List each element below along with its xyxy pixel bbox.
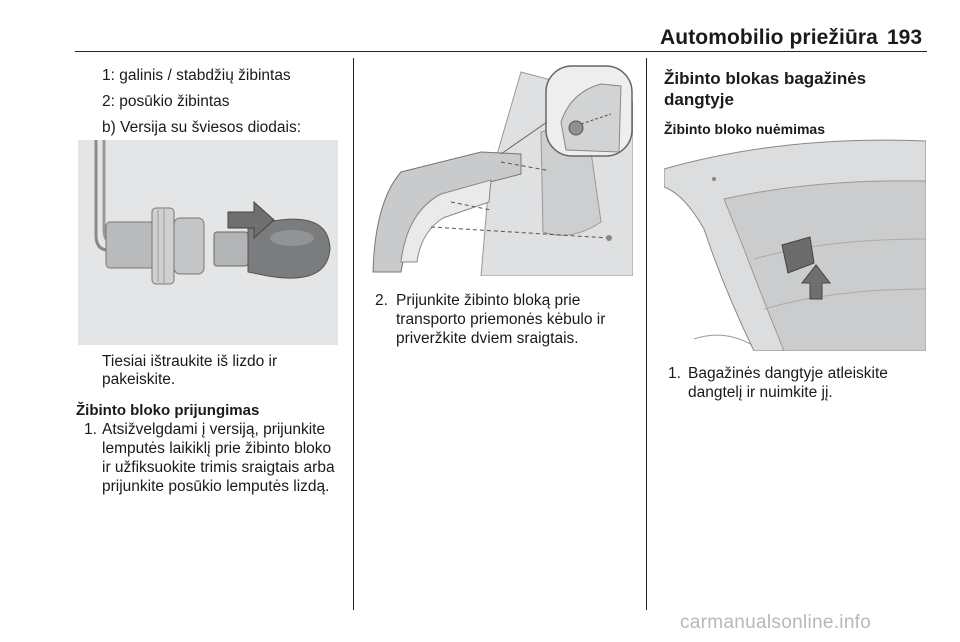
trunk-lid-cover-illustration — [664, 139, 926, 351]
section-heading-trunk-line-2: dangtyje — [664, 90, 734, 109]
instruction-line-1: Tiesiai ištraukite iš lizdo ir — [102, 353, 278, 370]
step-number: 2. — [375, 292, 388, 309]
column-divider-left — [353, 58, 354, 610]
subheading-removal: Žibinto bloko nuėmimas — [664, 121, 826, 137]
step2-line-2: transporto priemonės kėbulo ir — [396, 311, 606, 328]
step1-line-4: prijunkite posūkio lemputės lizdą. — [102, 478, 330, 495]
variant-led-label: b) Versija su šviesos diodais: — [102, 119, 302, 136]
page-header-title: Automobilio priežiūra — [660, 26, 878, 49]
step2-line-1: Prijunkite žibinto bloką prie — [396, 292, 581, 309]
column-divider-right — [646, 58, 647, 610]
instruction-line-2: pakeiskite. — [102, 371, 176, 388]
section-heading-trunk-line-1: Žibinto blokas bagažinės — [664, 69, 867, 88]
step1-line-1: Atsižvelgdami į versiją, prijunkite — [102, 421, 326, 438]
step1-line-2: lemputės laikiklį prie žibinto bloko — [102, 440, 332, 457]
section-heading-connect: Žibinto bloko prijungimas — [76, 402, 260, 419]
step2-line-3: priveržkite dviem sraigtais. — [396, 330, 579, 347]
header-divider — [75, 51, 927, 52]
footer-watermark: carmanualsonline.info — [680, 612, 872, 633]
step1-line-3: ir užfiksuokite trimis sraigtais arba — [102, 459, 335, 476]
bulb-removal-illustration — [78, 140, 338, 345]
trunk-lid-illustration-svg — [664, 139, 926, 351]
bulb-illustration-svg — [78, 140, 338, 345]
page-number: 193 — [887, 26, 923, 49]
step-number: 1. — [84, 421, 97, 438]
tail-light-install-illustration — [371, 62, 633, 276]
list-item-tail-brake-light: 1: galinis / stabdžių žibintas — [102, 67, 291, 84]
step-number: 1. — [668, 365, 681, 382]
trunk-step1-line-1: Bagažinės dangtyje atleiskite — [688, 365, 888, 382]
list-item-turn-signal: 2: posūkio žibintas — [102, 93, 230, 110]
trunk-step1-line-2: dangtelį ir nuimkite jį. — [688, 384, 833, 401]
tail-light-illustration-svg — [371, 62, 633, 276]
